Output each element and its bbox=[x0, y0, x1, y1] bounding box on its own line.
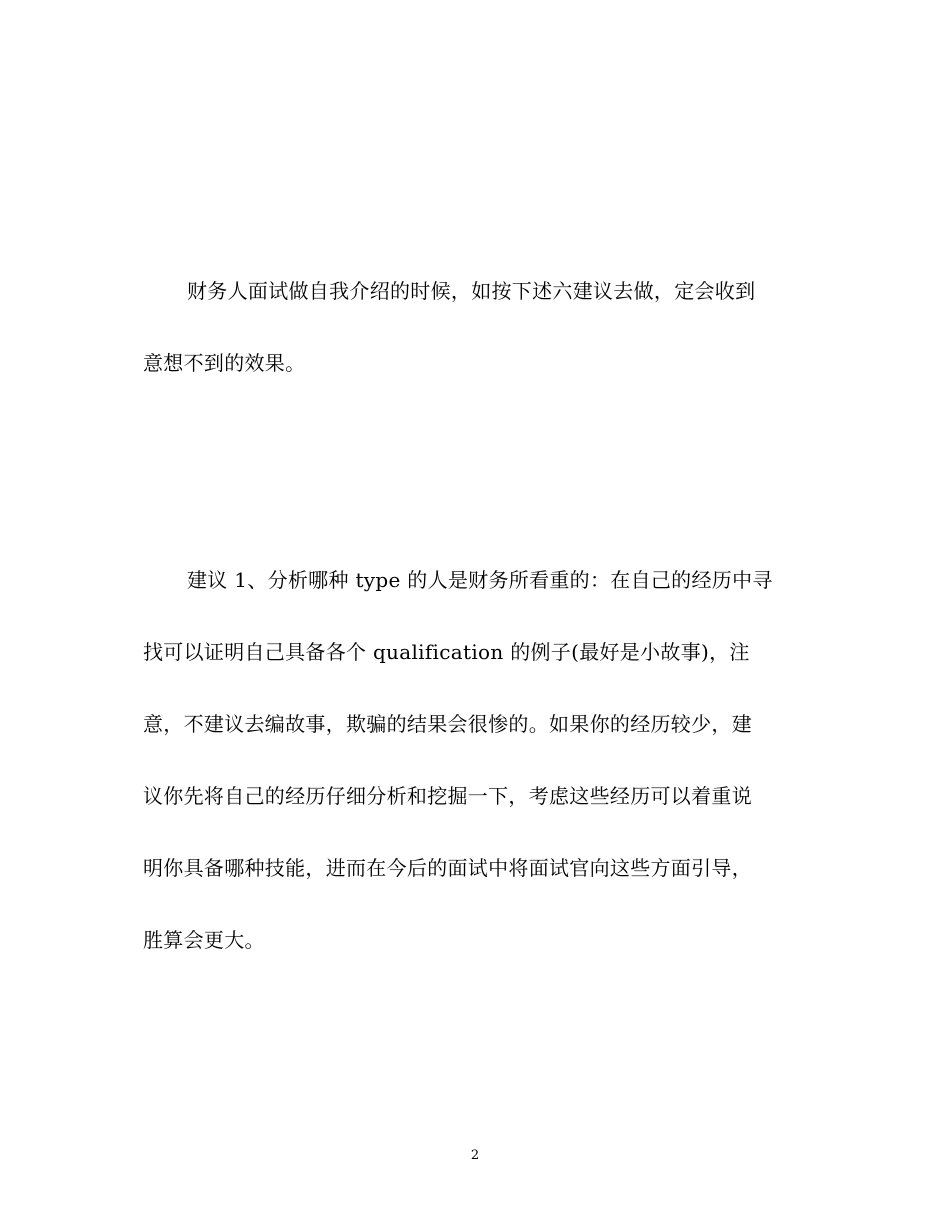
paragraph-line: 建议 1、分析哪种 type 的人是财务所看重的：在自己的经历中寻 bbox=[187, 568, 773, 592]
intro-paragraph bbox=[143, 255, 798, 399]
tip-1-paragraph bbox=[143, 544, 798, 976]
paragraph-line: 财务人面试做自我介绍的时候，如按下述六建议去做，定会收到 bbox=[187, 279, 756, 303]
page-number: 2 bbox=[470, 1148, 480, 1163]
paragraph-line: 胜算会更大。 bbox=[143, 928, 265, 952]
paragraph-line: 明你具备哪种技能，进而在今后的面试中将面试官向这些方面引导， bbox=[143, 856, 752, 880]
paragraph-line: 找可以证明自己具备各个 qualification 的例子(最好是小故事)，注 bbox=[143, 640, 750, 664]
paragraph-line: 议你先将自己的经历仔细分析和挖掘一下，考虑这些经历可以着重说 bbox=[143, 784, 752, 808]
paragraph-line: 意想不到的效果。 bbox=[143, 351, 306, 375]
paragraph-line: 意，不建议去编故事，欺骗的结果会很惨的。如果你的经历较少，建 bbox=[143, 712, 752, 736]
